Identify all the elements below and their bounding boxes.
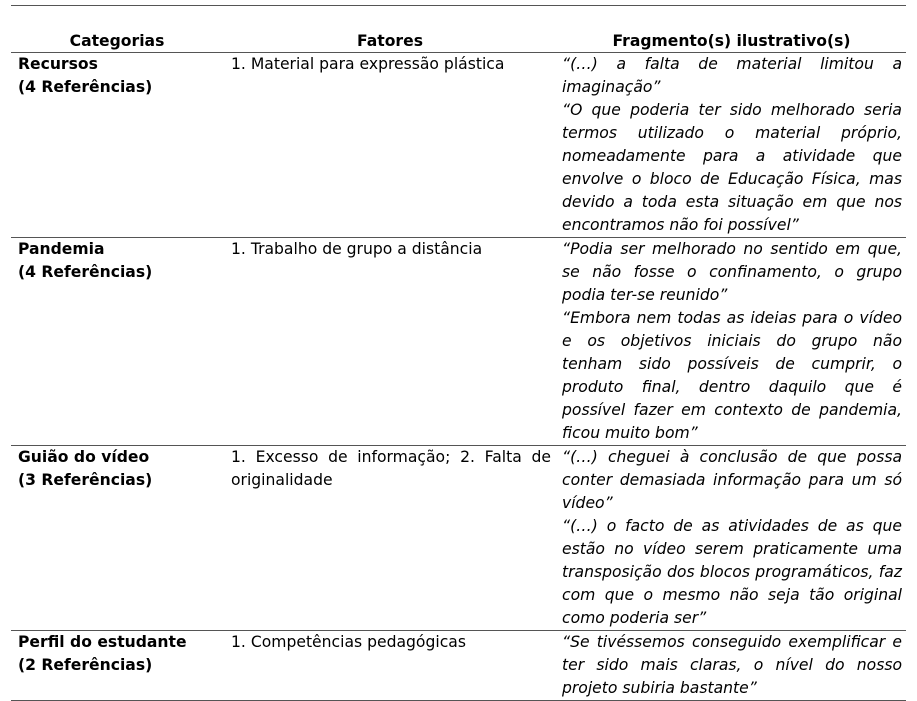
category-cell [11, 53, 223, 238]
category-references: (4 Referências) [18, 78, 153, 96]
category-name: Recursos [18, 55, 98, 73]
quote: “(…) cheguei à conclusão de que possa conter demasiada informação para um só vídeo” [562, 448, 902, 512]
category-name: Perfil do estudante [18, 633, 187, 651]
references-table [11, 27, 906, 701]
category-name: Pandemia [18, 240, 105, 258]
factors-cell: 1. Trabalho de grupo a distância [223, 238, 557, 446]
table-header-row [11, 27, 906, 53]
header-fatores: Fatores [223, 27, 557, 53]
category-name: Guião do vídeo [18, 448, 150, 466]
fragments-cell [557, 238, 906, 446]
factors-cell: 1. Material para expressão plástica [223, 53, 557, 238]
header-categorias: Categorias [11, 27, 223, 53]
quote: “O que poderia ter sido melhorado seria termos utilizado o material próprio, nomeadamente para a atividade que envolve o bloco de Educação Física, mas devido a toda esta situação em que nos encontramos não foi possível” [562, 101, 902, 234]
table-row-recursos [11, 53, 906, 238]
top-rule [11, 5, 906, 6]
quote: “Se tivéssemos conseguido exemplificar e ter sido mais claras, o nível do nosso projeto subiria bastante” [562, 633, 902, 697]
category-cell [11, 631, 223, 701]
header-fragmentos: Fragmento(s) ilustrativo(s) [557, 27, 906, 53]
table-row-pandemia [11, 238, 906, 446]
category-references: (3 Referências) [18, 471, 153, 489]
quote: “Podia ser melhorado no sentido em que, se não fosse o confinamento, o grupo podia ter-se reunido” [562, 240, 902, 304]
category-cell [11, 238, 223, 446]
category-references: (4 Referências) [18, 263, 153, 281]
quote: “(…) a falta de material limitou a imaginação” [562, 55, 902, 96]
table-row-guiao [11, 446, 906, 631]
category-cell [11, 446, 223, 631]
factors-cell: 1. Excesso de informação; 2. Falta de originalidade [223, 446, 557, 631]
fragments-cell [557, 446, 906, 631]
category-references: (2 Referências) [18, 656, 153, 674]
fragments-cell [557, 53, 906, 238]
fragments-cell [557, 631, 906, 701]
table-row-perfil [11, 631, 906, 701]
quote: “(…) o facto de as atividades de as que estão no vídeo serem praticamente uma transposição dos blocos programáticos, faz com que o mesmo não seja tão original como poderia ser” [562, 517, 902, 627]
quote: “Embora nem todas as ideias para o vídeo e os objetivos iniciais do grupo não tenham sido possíveis de cumprir, o produto final, dentro daquilo que é possível fazer em contexto de pandemia, ficou muito bom” [562, 309, 902, 442]
factors-cell: 1. Competências pedagógicas [223, 631, 557, 701]
